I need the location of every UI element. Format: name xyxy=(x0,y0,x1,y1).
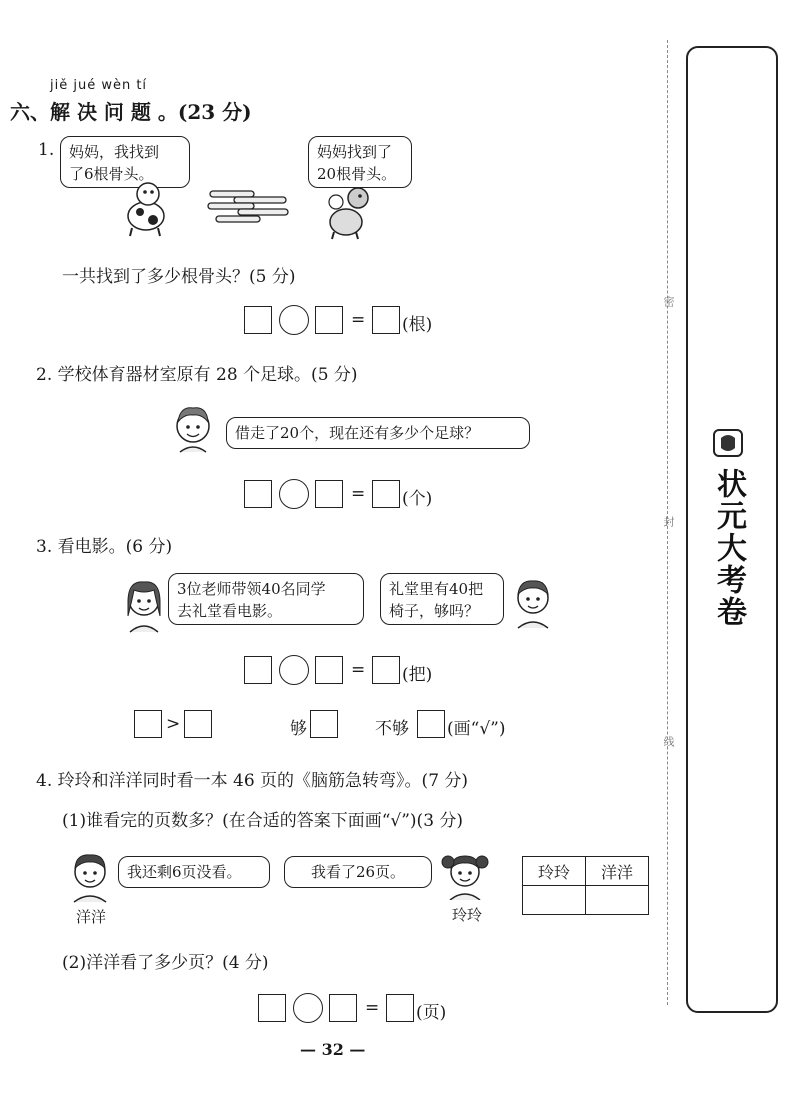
boy-avatar-q3 xyxy=(510,574,556,630)
girl-avatar-lingling xyxy=(440,848,490,900)
puppy-illustration xyxy=(118,180,174,238)
margin-label-line: 线 xyxy=(662,736,675,747)
brand-title: 状元大考卷 xyxy=(711,468,746,628)
q2-answer-box-2[interactable] xyxy=(315,480,343,508)
q1-equals: = xyxy=(351,310,366,330)
q3-enough-label: 够 xyxy=(290,719,307,739)
q1-answer-box-1[interactable] xyxy=(244,306,272,334)
q4-answer-table xyxy=(522,856,649,915)
q3-compare-sign: > xyxy=(166,714,181,734)
q4-answer-box-2[interactable] xyxy=(329,994,357,1022)
q2-bubble: 借走了20个，现在还有多少个足球？ xyxy=(226,417,530,449)
q3-not-enough-box[interactable] xyxy=(417,710,445,738)
q4-name-right: 玲玲 xyxy=(452,906,483,924)
q3-bubble-left: 3位老师带领40名同学 去礼堂看电影。 xyxy=(168,573,364,625)
table-check-yangyang[interactable] xyxy=(586,886,649,915)
girl-avatar-q3 xyxy=(120,576,168,634)
q3-compare-box-2[interactable] xyxy=(184,710,212,738)
q4-sub1: (1)谁看完的页数多？(在合适的答案下面画“√”)(3 分) xyxy=(62,811,464,831)
q2-unit: (个) xyxy=(402,489,433,509)
table-check-lingling[interactable] xyxy=(523,886,586,915)
page-number: — 32 — xyxy=(300,1040,366,1059)
q4-name-left: 洋洋 xyxy=(76,908,107,926)
q4-equals: = xyxy=(365,998,380,1018)
q3-result-box[interactable] xyxy=(372,656,400,684)
q3-compare-box-1[interactable] xyxy=(134,710,162,738)
margin-label-seal: 密 xyxy=(662,296,675,307)
q1-question: 一共找到了多少根骨头？(5 分) xyxy=(62,267,296,287)
q2-equals: = xyxy=(351,484,366,504)
q1-bubble-right: 妈妈找到了 20根骨头。 xyxy=(308,136,412,188)
boy-avatar-yangyang xyxy=(66,850,114,904)
q2-result-box[interactable] xyxy=(372,480,400,508)
section-title: 六、解 决 问 题 。(23 分) xyxy=(10,100,252,124)
q1-unit: (根) xyxy=(402,315,433,335)
q3-answer-box-2[interactable] xyxy=(315,656,343,684)
q4-text: 4. 玲玲和洋洋同时看一本 46 页的《脑筋急转弯》。(7 分) xyxy=(36,771,469,791)
q1-operator-circle[interactable] xyxy=(279,305,309,335)
table-header-yangyang: 洋洋 xyxy=(586,857,649,886)
q3-answer-box-1[interactable] xyxy=(244,656,272,684)
q1-answer-box-2[interactable] xyxy=(315,306,343,334)
q3-unit: (把) xyxy=(402,665,433,685)
side-panel xyxy=(686,46,778,1013)
q4-unit: (页) xyxy=(416,1003,447,1023)
q2-answer-box-1[interactable] xyxy=(244,480,272,508)
q3-operator-circle[interactable] xyxy=(279,655,309,685)
q3-enough-box[interactable] xyxy=(310,710,338,738)
q1-bubble-left: 妈妈，我找到 了6根骨头。 xyxy=(60,136,190,188)
q4-answer-box-1[interactable] xyxy=(258,994,286,1022)
q3-not-enough-label: 不够 xyxy=(375,719,409,739)
q2-text: 2. 学校体育器材室原有 28 个足球。(5 分) xyxy=(36,365,358,385)
q3-text: 3. 看电影。(6 分) xyxy=(36,537,173,557)
girl-avatar-q2 xyxy=(170,404,216,454)
bones-illustration xyxy=(204,188,296,226)
margin-label-close: 封 xyxy=(662,516,675,527)
q4-sub2: (2)洋洋看了多少页？(4 分) xyxy=(62,953,269,973)
q4-bubble-right: 我看了26页。 xyxy=(284,856,432,888)
section-pinyin: jiě jué wèn tí xyxy=(50,78,148,93)
q3-mark-hint: (画“√”) xyxy=(447,719,506,739)
q2-operator-circle[interactable] xyxy=(279,479,309,509)
mother-dog-illustration xyxy=(322,184,374,240)
table-header-lingling: 玲玲 xyxy=(523,857,586,886)
q4-bubble-left: 我还剩6页没看。 xyxy=(118,856,270,888)
brand-logo-icon xyxy=(712,428,744,458)
q3-bubble-right: 礼堂里有40把 椅子，够吗？ xyxy=(380,573,504,625)
q4-operator-circle[interactable] xyxy=(293,993,323,1023)
q1-result-box[interactable] xyxy=(372,306,400,334)
q1-number: 1. xyxy=(38,140,55,160)
q4-result-box[interactable] xyxy=(386,994,414,1022)
q3-equals: = xyxy=(351,660,366,680)
